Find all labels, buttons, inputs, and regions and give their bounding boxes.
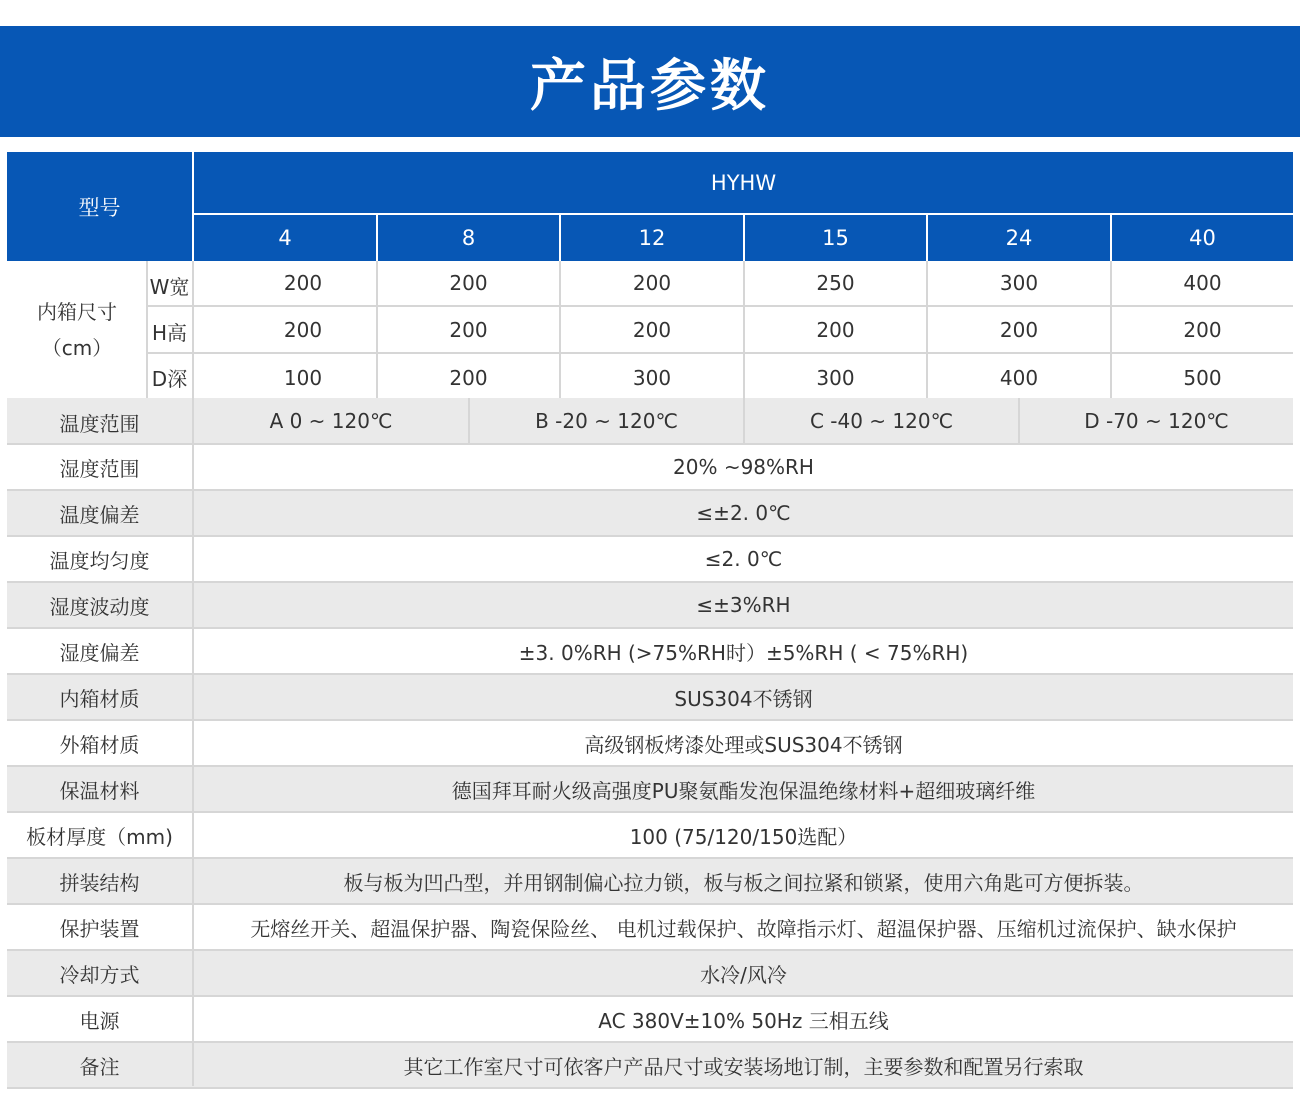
size-value: 300 bbox=[999, 271, 1039, 295]
spec-value: 无熔丝开关、超温保护器、陶瓷保险丝、 电机过载保护、故障指示灯、超温保护器、压缩机过流保护、缺水保护 bbox=[250, 916, 1237, 941]
spec-value: 德国拜耳耐火级高强度PU聚氨酯发泡保温绝缘材料+超细玻璃纤维 bbox=[451, 778, 1036, 803]
size-value: 200 bbox=[816, 318, 855, 342]
model-cell-4 bbox=[194, 215, 376, 261]
model-header-cell bbox=[7, 152, 192, 261]
size-value: 200 bbox=[449, 318, 488, 342]
spec-label: 温度偏差 bbox=[59, 502, 140, 527]
spec-label: 冷却方式 bbox=[59, 962, 140, 987]
model-cell-15 bbox=[745, 215, 926, 261]
spec-value: ±3. 0%RH (>75%RH时）±5%RH ( < 75%RH) bbox=[518, 640, 969, 665]
spec-label: 湿度波动度 bbox=[49, 594, 150, 619]
model-number: 4 bbox=[278, 226, 292, 250]
size-value: 200 bbox=[449, 366, 488, 390]
size-value: 300 bbox=[632, 366, 672, 390]
size-value: 400 bbox=[999, 366, 1039, 390]
size-value: 250 bbox=[816, 271, 855, 295]
width-label: W宽 bbox=[149, 274, 190, 299]
size-value: 200 bbox=[1183, 318, 1222, 342]
size-value: 200 bbox=[999, 318, 1039, 342]
inner-size-label-cell bbox=[7, 261, 147, 398]
spec-value: ≤±2. 0℃ bbox=[696, 501, 791, 525]
temp-range-option: B -20 ~ 120℃ bbox=[535, 409, 678, 433]
temp-range-option: D -70 ~ 120℃ bbox=[1084, 409, 1229, 433]
spec-label: 保温材料 bbox=[59, 778, 140, 803]
spec-label: 备注 bbox=[79, 1054, 120, 1079]
size-value: 400 bbox=[1183, 271, 1222, 295]
model-number: 12 bbox=[638, 226, 666, 250]
spec-value: AC 380V±10% 50Hz 三相五线 bbox=[598, 1008, 889, 1033]
spec-value: ≤±3%RH bbox=[696, 593, 791, 617]
page-banner bbox=[0, 26, 1300, 137]
size-value: 100 bbox=[283, 366, 323, 390]
spec-label: 内箱材质 bbox=[59, 686, 140, 711]
temp-range-option: C -40 ~ 120℃ bbox=[809, 409, 954, 433]
spec-value: SUS304不锈钢 bbox=[674, 686, 813, 711]
spec-label: 电源 bbox=[79, 1008, 120, 1033]
spec-label: 湿度偏差 bbox=[59, 640, 140, 665]
spec-label: 外箱材质 bbox=[59, 732, 140, 757]
spec-value: 20% ~98%RH bbox=[673, 455, 814, 479]
size-value: 200 bbox=[449, 271, 488, 295]
size-value: 200 bbox=[632, 271, 672, 295]
spec-label: 板材厚度（mm) bbox=[26, 824, 173, 849]
series-header-cell bbox=[194, 152, 1293, 213]
model-number: 15 bbox=[822, 226, 849, 250]
spec-value: 100 (75/120/150选配） bbox=[629, 824, 858, 849]
depth-label: D深 bbox=[151, 366, 188, 391]
size-value: 500 bbox=[1183, 366, 1222, 390]
model-label: 型号 bbox=[78, 195, 121, 220]
spec-value: 其它工作室尺寸可依客户产品尺寸或安装场地订制，主要参数和配置另行索取 bbox=[403, 1054, 1084, 1079]
size-value: 300 bbox=[816, 366, 855, 390]
spec-value: 水冷/风冷 bbox=[700, 962, 787, 987]
spec-value: ≤2. 0℃ bbox=[704, 547, 783, 571]
spec-label: 温度均匀度 bbox=[49, 548, 150, 573]
spec-label: 保护装置 bbox=[59, 916, 140, 941]
size-value: 200 bbox=[283, 318, 323, 342]
spec-value: 高级钢板烤漆处理或SUS304不锈钢 bbox=[584, 732, 903, 757]
spec-label: 拼装结构 bbox=[59, 870, 140, 895]
size-value: 200 bbox=[632, 318, 672, 342]
model-cell-12 bbox=[561, 215, 743, 261]
temp-range-option: A 0 ~ 120℃ bbox=[269, 409, 393, 433]
model-number: 40 bbox=[1189, 226, 1216, 250]
model-cell-24 bbox=[928, 215, 1110, 261]
size-value: 200 bbox=[283, 271, 323, 295]
page-title: 产品参数 bbox=[530, 53, 770, 119]
model-cell-40 bbox=[1112, 215, 1293, 261]
series-name: HYHW bbox=[710, 170, 777, 195]
spec-value: 板与板为凹凸型，并用钢制偏心拉力锁，板与板之间拉紧和锁紧，使用六角匙可方便拆装。 bbox=[343, 870, 1144, 895]
model-number: 8 bbox=[461, 226, 476, 250]
height-label: H高 bbox=[151, 320, 188, 345]
model-number: 24 bbox=[1005, 226, 1033, 250]
model-cell-8 bbox=[378, 215, 559, 261]
spec-label: 湿度范围 bbox=[59, 456, 140, 481]
temp-range-label: 温度范围 bbox=[59, 411, 140, 436]
inner-size-label: 内箱尺寸 bbox=[37, 299, 117, 324]
inner-size-unit: （cm） bbox=[41, 335, 113, 360]
